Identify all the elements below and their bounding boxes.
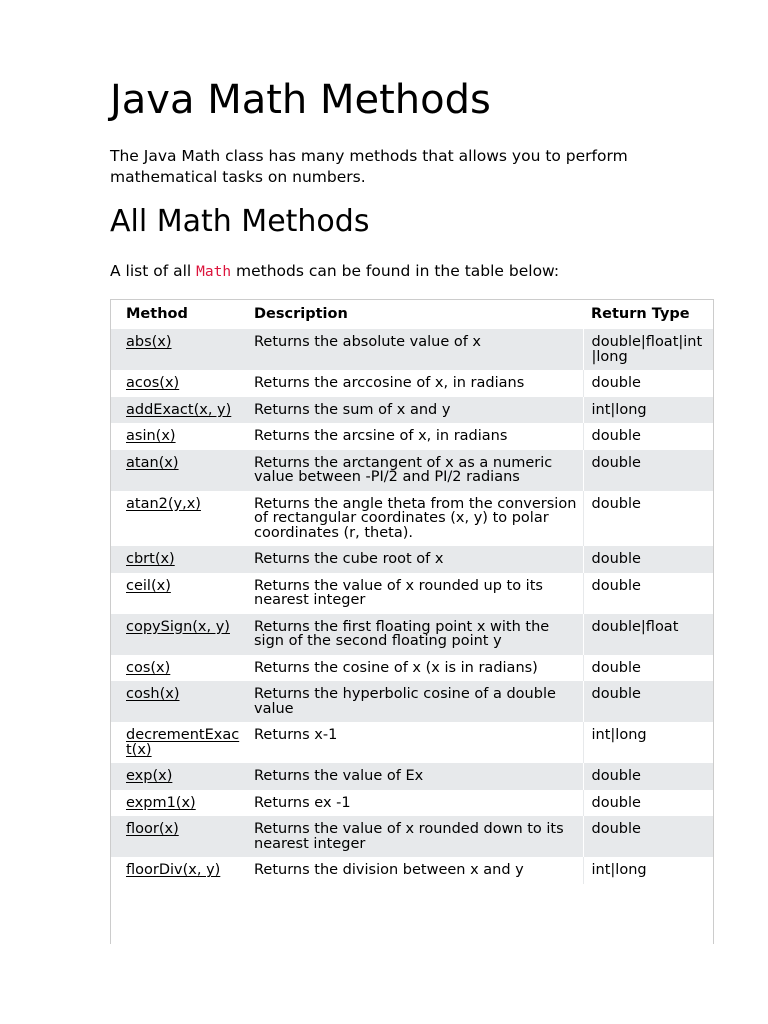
section-title: All Math Methods (110, 204, 370, 239)
return-type-cell: int|long (583, 397, 713, 424)
table-row (111, 614, 713, 655)
description-cell: Returns the value of x rounded down to its nearest integer (247, 816, 583, 857)
method-cell (111, 816, 247, 857)
column-header-method: Method (126, 306, 188, 322)
description-cell: Returns the cube root of x (247, 546, 583, 573)
description-cell: Returns the sum of x and y (247, 397, 583, 424)
method-cell (111, 681, 247, 722)
method-link[interactable]: copySign(x, y) (126, 618, 230, 635)
return-type-cell: double|float (583, 614, 713, 655)
method-link[interactable]: ceil(x) (126, 577, 171, 594)
return-type-cell: double (583, 450, 713, 491)
description-cell: Returns x-1 (247, 722, 583, 763)
method-link[interactable]: asin(x) (126, 428, 176, 444)
method-link[interactable]: cosh(x) (126, 686, 180, 702)
method-cell (111, 763, 247, 790)
table-row (111, 573, 713, 614)
table-row (111, 546, 713, 573)
description-cell: Returns the value of x rounded up to its nearest integer (247, 573, 583, 614)
method-cell (111, 573, 247, 614)
return-type-cell: int|long (583, 857, 713, 884)
table-row (111, 329, 713, 370)
method-cell (111, 397, 247, 424)
list-note (110, 261, 559, 282)
return-type-cell: double (583, 763, 713, 790)
method-link[interactable]: cbrt(x) (126, 551, 175, 567)
method-link[interactable]: exp(x) (126, 768, 173, 784)
return-type-cell: double (583, 790, 713, 817)
return-type-cell: double (583, 491, 713, 547)
table-row (111, 450, 713, 491)
method-cell (111, 722, 247, 763)
description-cell: Returns the arctangent of x as a numeric value between -PI/2 and PI/2 radians (247, 450, 583, 491)
method-cell (111, 655, 247, 682)
return-type-cell: double (583, 681, 713, 722)
methods-table (111, 300, 713, 884)
table-row (111, 857, 713, 884)
page-title: Java Math Methods (110, 77, 491, 123)
description-cell: Returns the first floating point x with the sign of the second floating point y (247, 614, 583, 655)
table-row (111, 491, 713, 547)
method-link[interactable]: decrementExact(x) (126, 727, 240, 758)
method-link[interactable]: abs(x) (126, 334, 172, 350)
table-row (111, 681, 713, 722)
method-link[interactable]: atan2(y,x) (126, 495, 201, 512)
table-header-row (111, 300, 713, 329)
method-cell (111, 857, 247, 884)
method-cell (111, 423, 247, 450)
method-link[interactable]: cos(x) (126, 659, 171, 676)
method-cell (111, 329, 247, 370)
math-class-code: Math (196, 264, 232, 280)
description-cell: Returns the arcsine of x, in radians (247, 423, 583, 450)
table-row (111, 655, 713, 682)
table-row (111, 423, 713, 450)
table-row (111, 370, 713, 397)
return-type-cell: double (583, 370, 713, 397)
return-type-cell: double (583, 655, 713, 682)
description-cell: Returns the hyperbolic cosine of a double value (247, 681, 583, 722)
return-type-cell: double (583, 423, 713, 450)
method-link[interactable]: addExact(x, y) (126, 401, 232, 418)
description-cell: Returns ex -1 (247, 790, 583, 817)
list-note-after: methods can be found in the table below: (231, 262, 560, 280)
method-link[interactable]: acos(x) (126, 375, 180, 391)
method-link[interactable]: atan(x) (126, 454, 179, 471)
column-header-description: Description (254, 306, 348, 322)
intro-paragraph: The Java Math class has many methods that allows you to perform mathematical tasks on numbers. (110, 147, 628, 186)
table-row (111, 816, 713, 857)
description-cell: Returns the absolute value of x (247, 329, 583, 370)
method-cell (111, 546, 247, 573)
table-row (111, 763, 713, 790)
return-type-cell: int|long (583, 722, 713, 763)
description-cell: Returns the value of Ex (247, 763, 583, 790)
list-note-before: A list of all (110, 262, 197, 280)
method-link[interactable]: floor(x) (126, 821, 179, 837)
table-row (111, 790, 713, 817)
description-cell: Returns the cosine of x (x is in radians) (247, 655, 583, 682)
return-type-cell: double (583, 573, 713, 614)
method-link[interactable]: expm1(x) (126, 794, 196, 811)
description-cell: Returns the angle theta from the conversion of rectangular coordinates (x, y) to polar coordinates (r, theta). (247, 491, 583, 547)
description-cell: Returns the arccosine of x, in radians (247, 370, 583, 397)
method-cell (111, 790, 247, 817)
table-body (111, 329, 713, 884)
column-header-return-type: Return Type (591, 306, 690, 322)
return-type-cell: double|float|int|long (583, 329, 713, 370)
table-row (111, 397, 713, 424)
method-cell (111, 491, 247, 547)
method-cell (111, 614, 247, 655)
method-link[interactable]: floorDiv(x, y) (126, 862, 221, 878)
return-type-cell: double (583, 546, 713, 573)
method-cell (111, 450, 247, 491)
return-type-cell: double (583, 816, 713, 857)
table-row (111, 722, 713, 763)
methods-table-container (110, 299, 714, 944)
description-cell: Returns the division between x and y (247, 857, 583, 884)
method-cell (111, 370, 247, 397)
